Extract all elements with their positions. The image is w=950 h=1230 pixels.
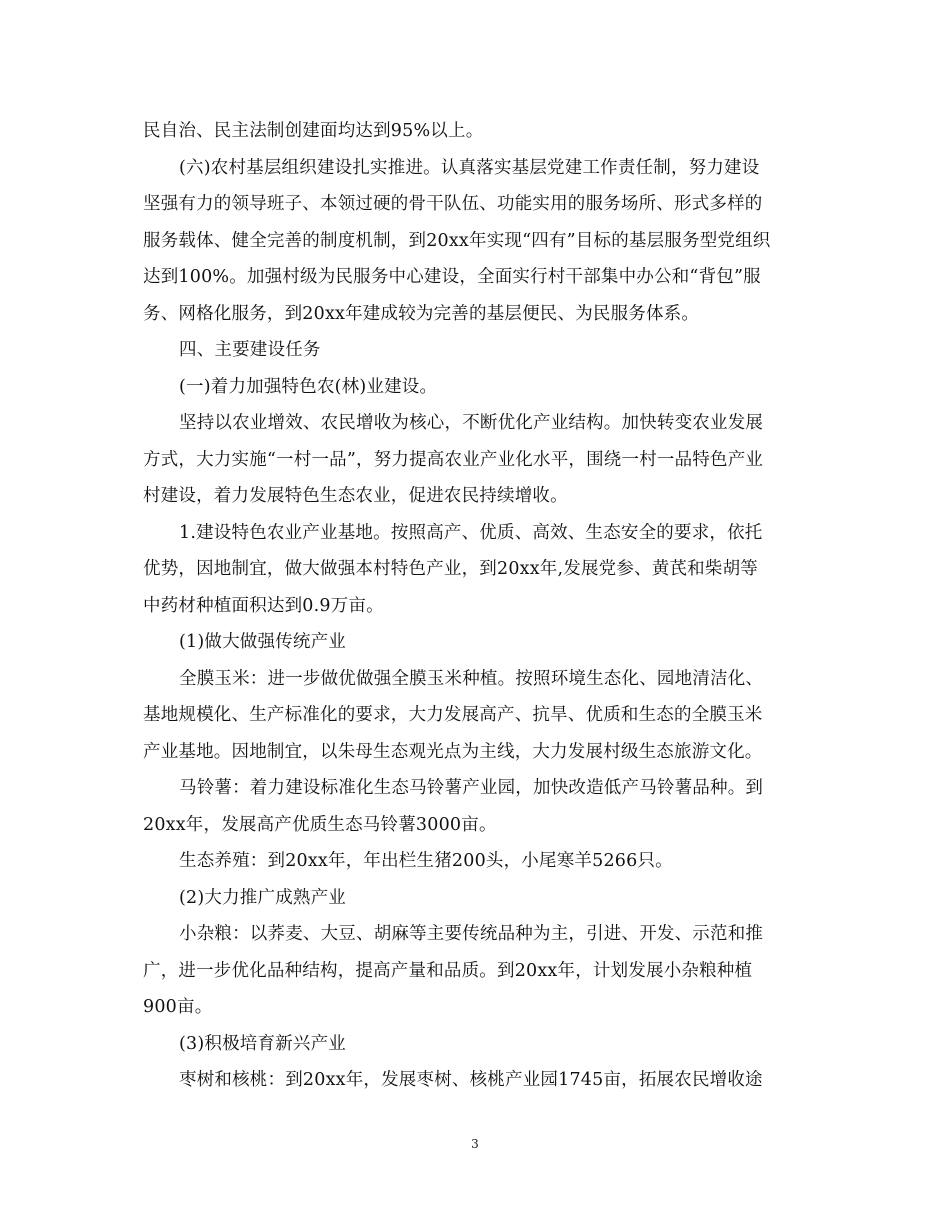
text-line: 村建设，着力发展特色生态农业，促进农民持续增收。 bbox=[143, 486, 568, 506]
text-line: 枣树和核桃：到20xx年，发展枣树、核桃产业园1745亩，拓展农民增收途 bbox=[179, 1070, 763, 1090]
subsection-heading: (一)着力加强特色农(林)业建设。 bbox=[179, 376, 438, 397]
text-line: 产业基地。因地制宜，以朱母生态观光点为主线，大力发展村级生态旅游文化。 bbox=[143, 741, 763, 762]
text-line: 务、网格化服务，到20xx年建成较为完善的基层便民、为民服务体系。 bbox=[143, 303, 700, 324]
text-line: 20xx年，发展高产优质生态马铃薯3000亩。 bbox=[143, 814, 497, 835]
text-line: 坚持以农业增效、农民增收为核心，不断优化产业结构。加快转变农业发展 bbox=[179, 413, 764, 433]
section-heading: 四、主要建设任务 bbox=[179, 340, 321, 360]
subsection-heading: (1)做大做强传统产业 bbox=[179, 632, 346, 652]
page-number: 3 bbox=[471, 1137, 479, 1151]
text-line: 马铃薯：着力建设标准化生态马铃薯产业园，加快改造低产马铃薯品种。到 bbox=[179, 778, 764, 798]
body-text bbox=[143, 113, 803, 1099]
text-line: 全膜玉米：进一步做优做强全膜玉米种植。按照环境生态化、园地清洁化、 bbox=[179, 668, 764, 689]
text-line: 小杂粮：以荞麦、大豆、胡麻等主要传统品种为主，引进、开发、示范和推 bbox=[179, 924, 764, 944]
text-line: 广，进一步优化品种结构，提高产量和品质。到20xx年，计划发展小杂粮种植 bbox=[143, 960, 753, 981]
text-line: 服务载体、健全完善的制度机制，到20xx年实现“四有”目标的基层服务型党组织 bbox=[143, 230, 771, 251]
text-line: 民自治、民主法制创建面均达到95%以上。 bbox=[143, 121, 484, 141]
text-line: 达到100%。加强村级为民服务中心建设，全面实行村干部集中办公和“背包”服 bbox=[143, 267, 761, 287]
text-line: (六)农村基层组织建设扎实推进。认真落实基层党建工作责任制，努力建设 bbox=[179, 157, 760, 178]
text-line: 900亩。 bbox=[143, 997, 213, 1017]
text-line: 优势，因地制宜，做大做强本村特色产业，到20xx年,发展党参、黄芪和柴胡等 bbox=[143, 559, 758, 579]
subsection-heading: (2)大力推广成熟产业 bbox=[179, 887, 346, 908]
text-line: 坚强有力的领导班子、本领过硬的骨干队伍、功能实用的服务场所、形式多样的 bbox=[143, 194, 763, 214]
text-line: 生态养殖：到20xx年，年出栏生猪200头，小尾寒羊5266只。 bbox=[179, 851, 673, 871]
text-line: 基地规模化、生产标准化的要求，大力发展高产、抗旱、优质和生态的全膜玉米 bbox=[143, 705, 763, 725]
text-line: 方式，大力实施“一村一品”，努力提高农业产业化水平，围绕一村一品特色产业 bbox=[143, 449, 764, 470]
text-line: 中药材种植面积达到0.9万亩。 bbox=[143, 595, 384, 616]
subsection-heading: (3)积极培育新兴产业 bbox=[179, 1033, 346, 1054]
text-line: 1.建设特色农业产业基地。按照高产、优质、高效、生态安全的要求，依托 bbox=[179, 522, 763, 543]
